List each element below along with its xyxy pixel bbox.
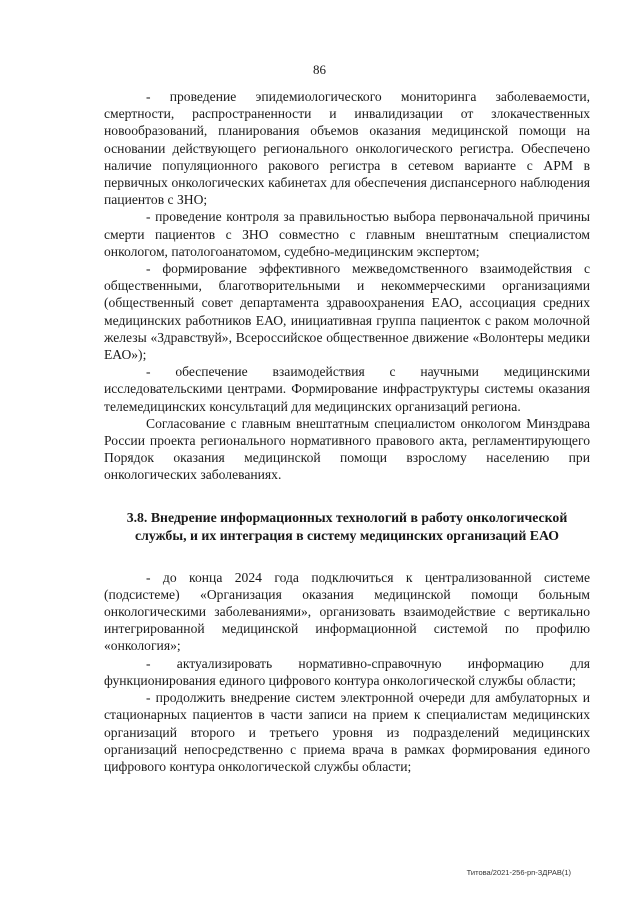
- paragraph-central-system: - до конца 2024 года подключиться к централизованной системе (подсистеме) «Организация оказания медицинской помощи больным онкологическими заболеваниями», организовать взаимодействие с вертикально интегрированной медицинской информационной системой по профилю «онкология»;: [104, 569, 590, 654]
- document-footer-id: Титова/2021-256-рп-ЗДРАВ(1): [466, 868, 571, 877]
- paragraph-interagency-cooperation: - формирование эффективного межведомственного взаимодействия с общественными, благотворительными и некоммерческими организациями (общественный совет департамента здравоохранения ЕАО, ассоциация средних медицинских работников ЕАО, инициативная группа пациенток с раком молочной железы «Здравствуй», Всероссийское общественное движение «Волонтеры медики ЕАО»);: [104, 261, 590, 363]
- paragraph-approval: Согласование с главным внештатным специалистом онкологом Минздрава России проекта регионального нормативного правового акта, регламентирующего Порядок оказания медицинской помощи взрослому населению при онкологических заболеваниях.: [104, 415, 590, 483]
- document-body: [104, 88, 590, 775]
- paragraph-epidemiological-monitoring: - проведение эпидемиологического мониторинга заболеваемости, смертности, распространенности и инвалидизации от злокачественных новообразований, планирования объемов оказания медицинской помощи на основании действующего регионального онкологического регистра. Обеспечено наличие популяционного ракового регистра в сетевом варианте с АРМ в первичных онкологических кабинетах для обеспечения диспансерного наблюдения пациентов с ЗНО;: [104, 89, 590, 208]
- paragraph-electronic-queue: - продолжить внедрение систем электронной очереди для амбулаторных и стационарных пациентов в части записи на прием к специалистам медицинских организаций второго и третьего уровня из подразделений медицинских организаций непосредственно с приема врача в рамках формирования единого цифрового контура онкологической службы области;: [104, 690, 590, 774]
- section-heading: 3.8. Внедрение информационных технологий в работу онкологической службы, и их интеграция в систему медицинских организаций ЕАО: [126, 509, 568, 543]
- paragraph-death-cause-control: - проведение контроля за правильностью выбора первоначальной причины смерти пациентов с ЗНО совместно с главным внештатным специалистом онкологом, патологоанатомом, судебно-медицинским экспертом;: [104, 209, 590, 259]
- page-number: 86: [313, 62, 326, 77]
- paragraph-research-centers: - обеспечение взаимодействия с научными медицинскими исследовательскими центрами. Формирование инфраструктуры системы оказания телемедицинских консультаций для медицинских организаций региона.: [104, 364, 590, 414]
- paragraph-reference-info: - актуализировать нормативно-справочную информацию для функционирования единого цифрового контура онкологической службы области;: [104, 655, 590, 688]
